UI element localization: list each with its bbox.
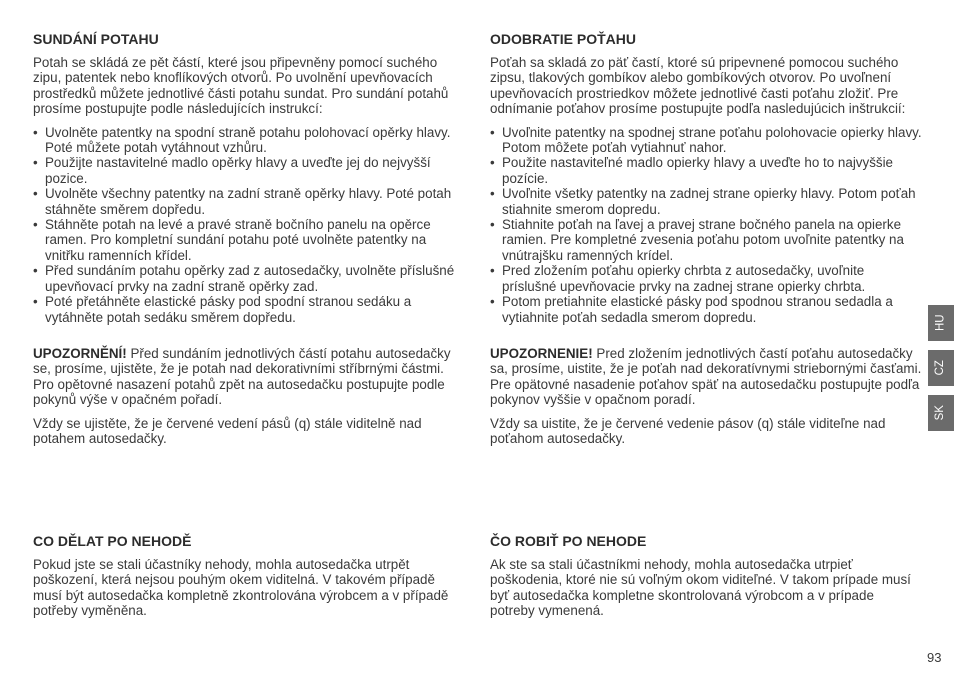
cz-instructions-list	[33, 125, 465, 325]
list-item: • Poté přetáhněte elastické pásky pod spodní stranou sedáku a vytáhněte potah sedáku směrem dopředu.	[33, 294, 465, 325]
sk-warning-label: UPOZORNENIE!	[490, 345, 593, 361]
list-item: • Použite nastaviteľné madlo opierky hlavy a uveďte ho to najvyššie pozície.	[490, 155, 922, 186]
list-item: • Před sundáním potahu opěrky zad z autosedačky, uvolněte příslušné upevňovací prvky na zadní straně opěrky zad.	[33, 263, 465, 294]
language-tab-label: SK	[934, 405, 947, 421]
cz-remove-cover-section	[33, 31, 465, 446]
list-item: • Potom pretiahnite elastické pásky pod spodnou stranou sedadla a vytiahnite poťah sedadla smerom dopredu.	[490, 294, 922, 325]
sk-remove-cover-section	[490, 31, 922, 446]
sk-belt-guide-note: Vždy sa uistite, že je červené vedenie pásov (q) stále viditeľne nad poťahom autosedačky.	[490, 415, 886, 446]
list-item: • Stáhněte potah na levé a pravé straně bočního panelu na opěrce ramen. Pro kompletní sundání potahu poté uvolněte patentky na vnitřku ramenních křídel.	[33, 217, 465, 263]
list-item: • Uvoľnite patentky na spodnej strane poťahu polohovacie opierky hlavy. Potom môžete poťah vytiahnuť nahor.	[490, 125, 922, 156]
sk-after-accident-section	[490, 533, 922, 619]
list-item: • Použijte nastavitelné madlo opěrky hlavy a uveďte jej do nejvyšší pozice.	[33, 155, 465, 186]
list-item: • Pred zložením poťahu opierky chrbta z autosedačky, uvoľnite príslušné upevňovacie prvky na zadnej strane opierky chrbta.	[490, 263, 922, 294]
sk-after-accident-text: Ak ste sa stali účastníkmi nehody, mohla autosedačka utrpieť poškodenia, ktoré nie sú voľným okom viditeľné. V takom prípade musí byť autosedačka kompletne skontrolovaná výrobcom a v prípade potreby vymenená.	[490, 557, 911, 619]
cz-warning-text: Před sundáním jednotlivých částí potahu autosedačky se, prosíme, ujistěte, že je potah nad dekorativními stříbrnými částmi. Pro opětovné nasazení potahů zpět na autosedačku postupujte podle pokynů výše v opačném pořadí.	[33, 345, 451, 408]
list-item: • Uvolněte všechny patentky na zadní straně opěrky hlavy. Poté potah stáhněte směrem dopředu.	[33, 186, 465, 217]
list-item: • Uvoľnite všetky patentky na zadnej strane opierky hlavy. Potom poťah stiahnite smerom dopredu.	[490, 186, 922, 217]
list-item: • Stiahnite poťah na ľavej a pravej strane bočného panela na opierke ramien. Pre kompletné zvesenia poťahu potom uvoľnite patentky na vnútrajšku ramenných krídel.	[490, 217, 922, 263]
language-tab-sk[interactable]	[928, 395, 954, 431]
sk-remove-cover-heading: ODOBRATIE POŤAHU	[490, 31, 636, 47]
language-tab-cz[interactable]	[928, 350, 954, 386]
cz-remove-cover-intro: Potah se skládá ze pět částí, které jsou připevněny pomocí suchého zipu, patentek nebo knoflíkových otvorů. Po uvolnění upevňovacích prostředků můžete jednotlivé části potahu sundat. Pro sundání potahů prosíme postupujte podle následujících instrukcí:	[33, 55, 449, 117]
language-tab-hu[interactable]	[928, 305, 954, 341]
cz-after-accident-heading: CO DĚLAT PO NEHODĚ	[33, 533, 192, 549]
sk-remove-cover-intro: Poťah sa skladá zo päť častí, ktoré sú pripevnené pomocou suchého zipsu, tlakových gombíkov alebo gombíkových otvorov. Po uvoľnení upevňovacích prostriedkov môžete jednotlivé časti poťahu zložiť. Pre odnímanie poťahov prosíme postupujte podľa nasledujúcich inštrukcií:	[490, 55, 906, 117]
language-tab-label: CZ	[934, 360, 947, 376]
sk-warning-paragraph	[490, 346, 922, 408]
sk-instructions-list	[490, 125, 922, 325]
sk-warning-text: Pred zložením jednotlivých častí poťahu autosedačky sa, prosíme, uistite, že je poťah nad dekoratívnymi striebornými časťami. Pre opätovné nasadenie poťahov späť na autosedačku postupujte podľa pokynov vyššie v opačnom poradí.	[490, 345, 922, 408]
cz-after-accident-section	[33, 533, 465, 619]
cz-warning-paragraph	[33, 346, 465, 408]
sk-after-accident-heading: ČO ROBIŤ PO NEHODE	[490, 533, 647, 549]
language-tab-label: HU	[934, 314, 947, 332]
cz-after-accident-text: Pokud jste se stali účastníky nehody, mohla autosedačka utrpět poškození, která nejsou pouhým okem viditelná. V takovém případě musí být autosedačka kompletně zkontrolována výrobcem a v případě potřeby vyměněna.	[33, 557, 449, 619]
cz-belt-guide-note: Vždy se ujistěte, že je červené vedení pásů (q) stále viditelně nad potahem autosedačky.	[33, 415, 422, 446]
page-number: 93	[927, 650, 942, 665]
list-item: • Uvolněte patentky na spodní straně potahu polohovací opěrky hlavy. Poté můžete potah vytáhnout vzhůru.	[33, 125, 465, 156]
cz-warning-label: UPOZORNĚNÍ!	[33, 345, 127, 361]
cz-remove-cover-heading: SUNDÁNÍ POTAHU	[33, 31, 159, 47]
